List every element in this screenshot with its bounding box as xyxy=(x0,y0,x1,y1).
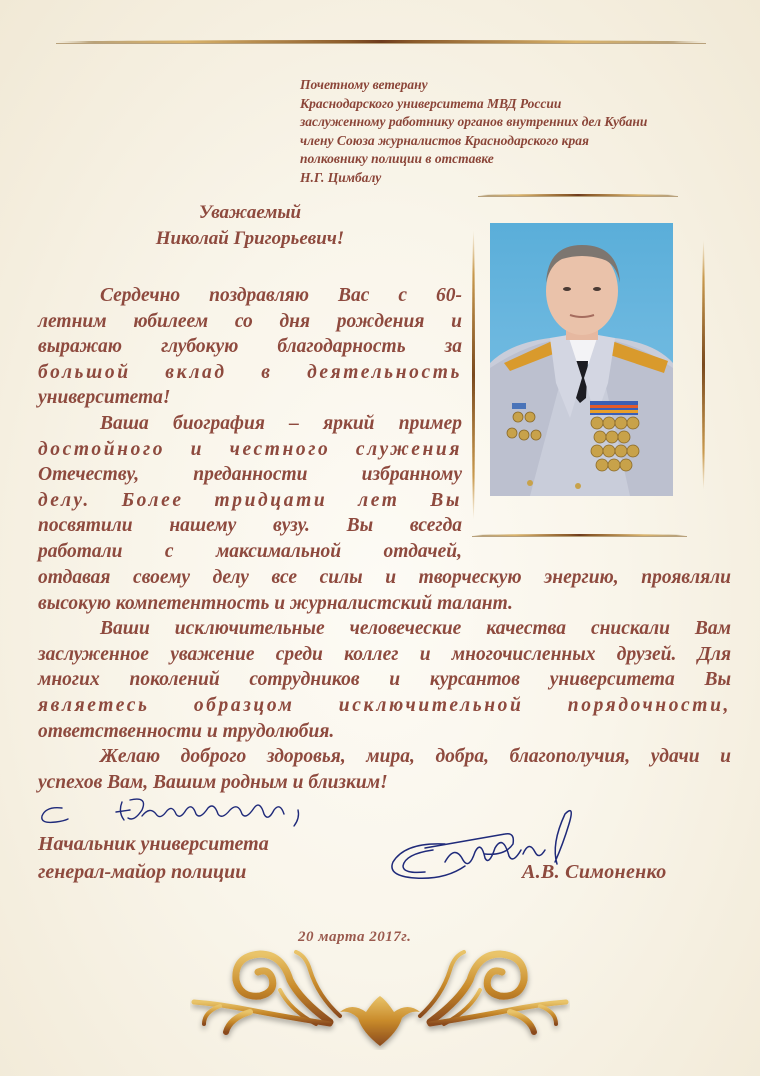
letter-line: Ваша биография – яркий пример xyxy=(100,412,462,434)
letter-line: работали с максимальной отдачей, xyxy=(38,540,462,562)
signer-position-line2: генерал-майор полиции xyxy=(38,861,247,883)
gold-flourish-ornament xyxy=(190,940,570,1050)
letter-body-full-width xyxy=(38,565,731,795)
letter-line: делу. Более тридцати лет Вы xyxy=(38,489,462,511)
letter-line: Ваши исключительные человеческие качества снискали Вам xyxy=(100,618,731,640)
signer-position xyxy=(38,830,269,886)
handwritten-regards xyxy=(38,792,338,830)
letter-line: Желаю доброго здоровья, мира, добра, благополучия, удачи и xyxy=(100,746,731,768)
letter-line: летним юбилеем со дня рождения и xyxy=(38,310,462,332)
letter-line: достойного и честного служения xyxy=(38,438,462,460)
top-gold-divider xyxy=(56,40,706,44)
letter-line: Отечеству, преданности избранному xyxy=(38,464,462,486)
letter-line: являетесь образцом исключительной порядочности, xyxy=(38,694,731,716)
letter-date: 20 марта 2017г. xyxy=(298,929,412,945)
salutation-line2: Николай Григорьевич! xyxy=(155,228,345,249)
addressee-line: Н.Г. Цимбалу xyxy=(300,169,382,185)
letter-line: большой вклад в деятельность xyxy=(38,361,462,383)
photo-right-divider xyxy=(702,240,705,490)
letter-line: высокую компетентность и журналистский талант. xyxy=(38,592,513,614)
letter-line: выражаю глубокую благодарность за xyxy=(38,336,462,358)
letter-line: посвятили нашему вузу. Вы всегда xyxy=(38,515,462,537)
letter-line: отдавая своему делу все силы и творческую энергию, проявляли xyxy=(38,567,731,588)
letter-line: успехов Вам, Вашим родным и близким! xyxy=(38,771,388,793)
letter-line: многих поколений сотрудников и курсантов университета Вы xyxy=(38,669,731,691)
addressee-block xyxy=(300,76,750,187)
portrait-photo xyxy=(490,223,673,496)
letter-line: университета! xyxy=(38,387,171,409)
salutation-line1: Уважаемый xyxy=(198,202,302,223)
salutation xyxy=(40,200,460,252)
portrait-illustration xyxy=(490,223,673,496)
signer-name: А.В. Симоненко xyxy=(522,861,667,883)
signer-position-line1: Начальник университета xyxy=(38,833,269,855)
photo-top-divider xyxy=(478,194,678,197)
photo-left-divider xyxy=(472,230,475,520)
letter-line: Сердечно поздравляю Вас с 60- xyxy=(100,285,462,306)
addressee-line: члену Союза журналистов Краснодарского края xyxy=(300,132,589,148)
photo-bottom-divider xyxy=(472,534,687,537)
addressee-line: Почетному ветерану xyxy=(300,77,428,92)
letter-line: заслуженное уважение среди коллег и многочисленных друзей. Для xyxy=(38,643,731,665)
addressee-line: заслуженному работнику органов внутренних дел Кубани xyxy=(300,114,648,129)
addressee-line: Краснодарского университета МВД России xyxy=(300,95,562,111)
letter-line: ответственности и трудолюбия. xyxy=(38,720,335,742)
letter-body-left-column xyxy=(38,283,462,565)
addressee-line: полковнику полиции в отставке xyxy=(300,151,494,166)
